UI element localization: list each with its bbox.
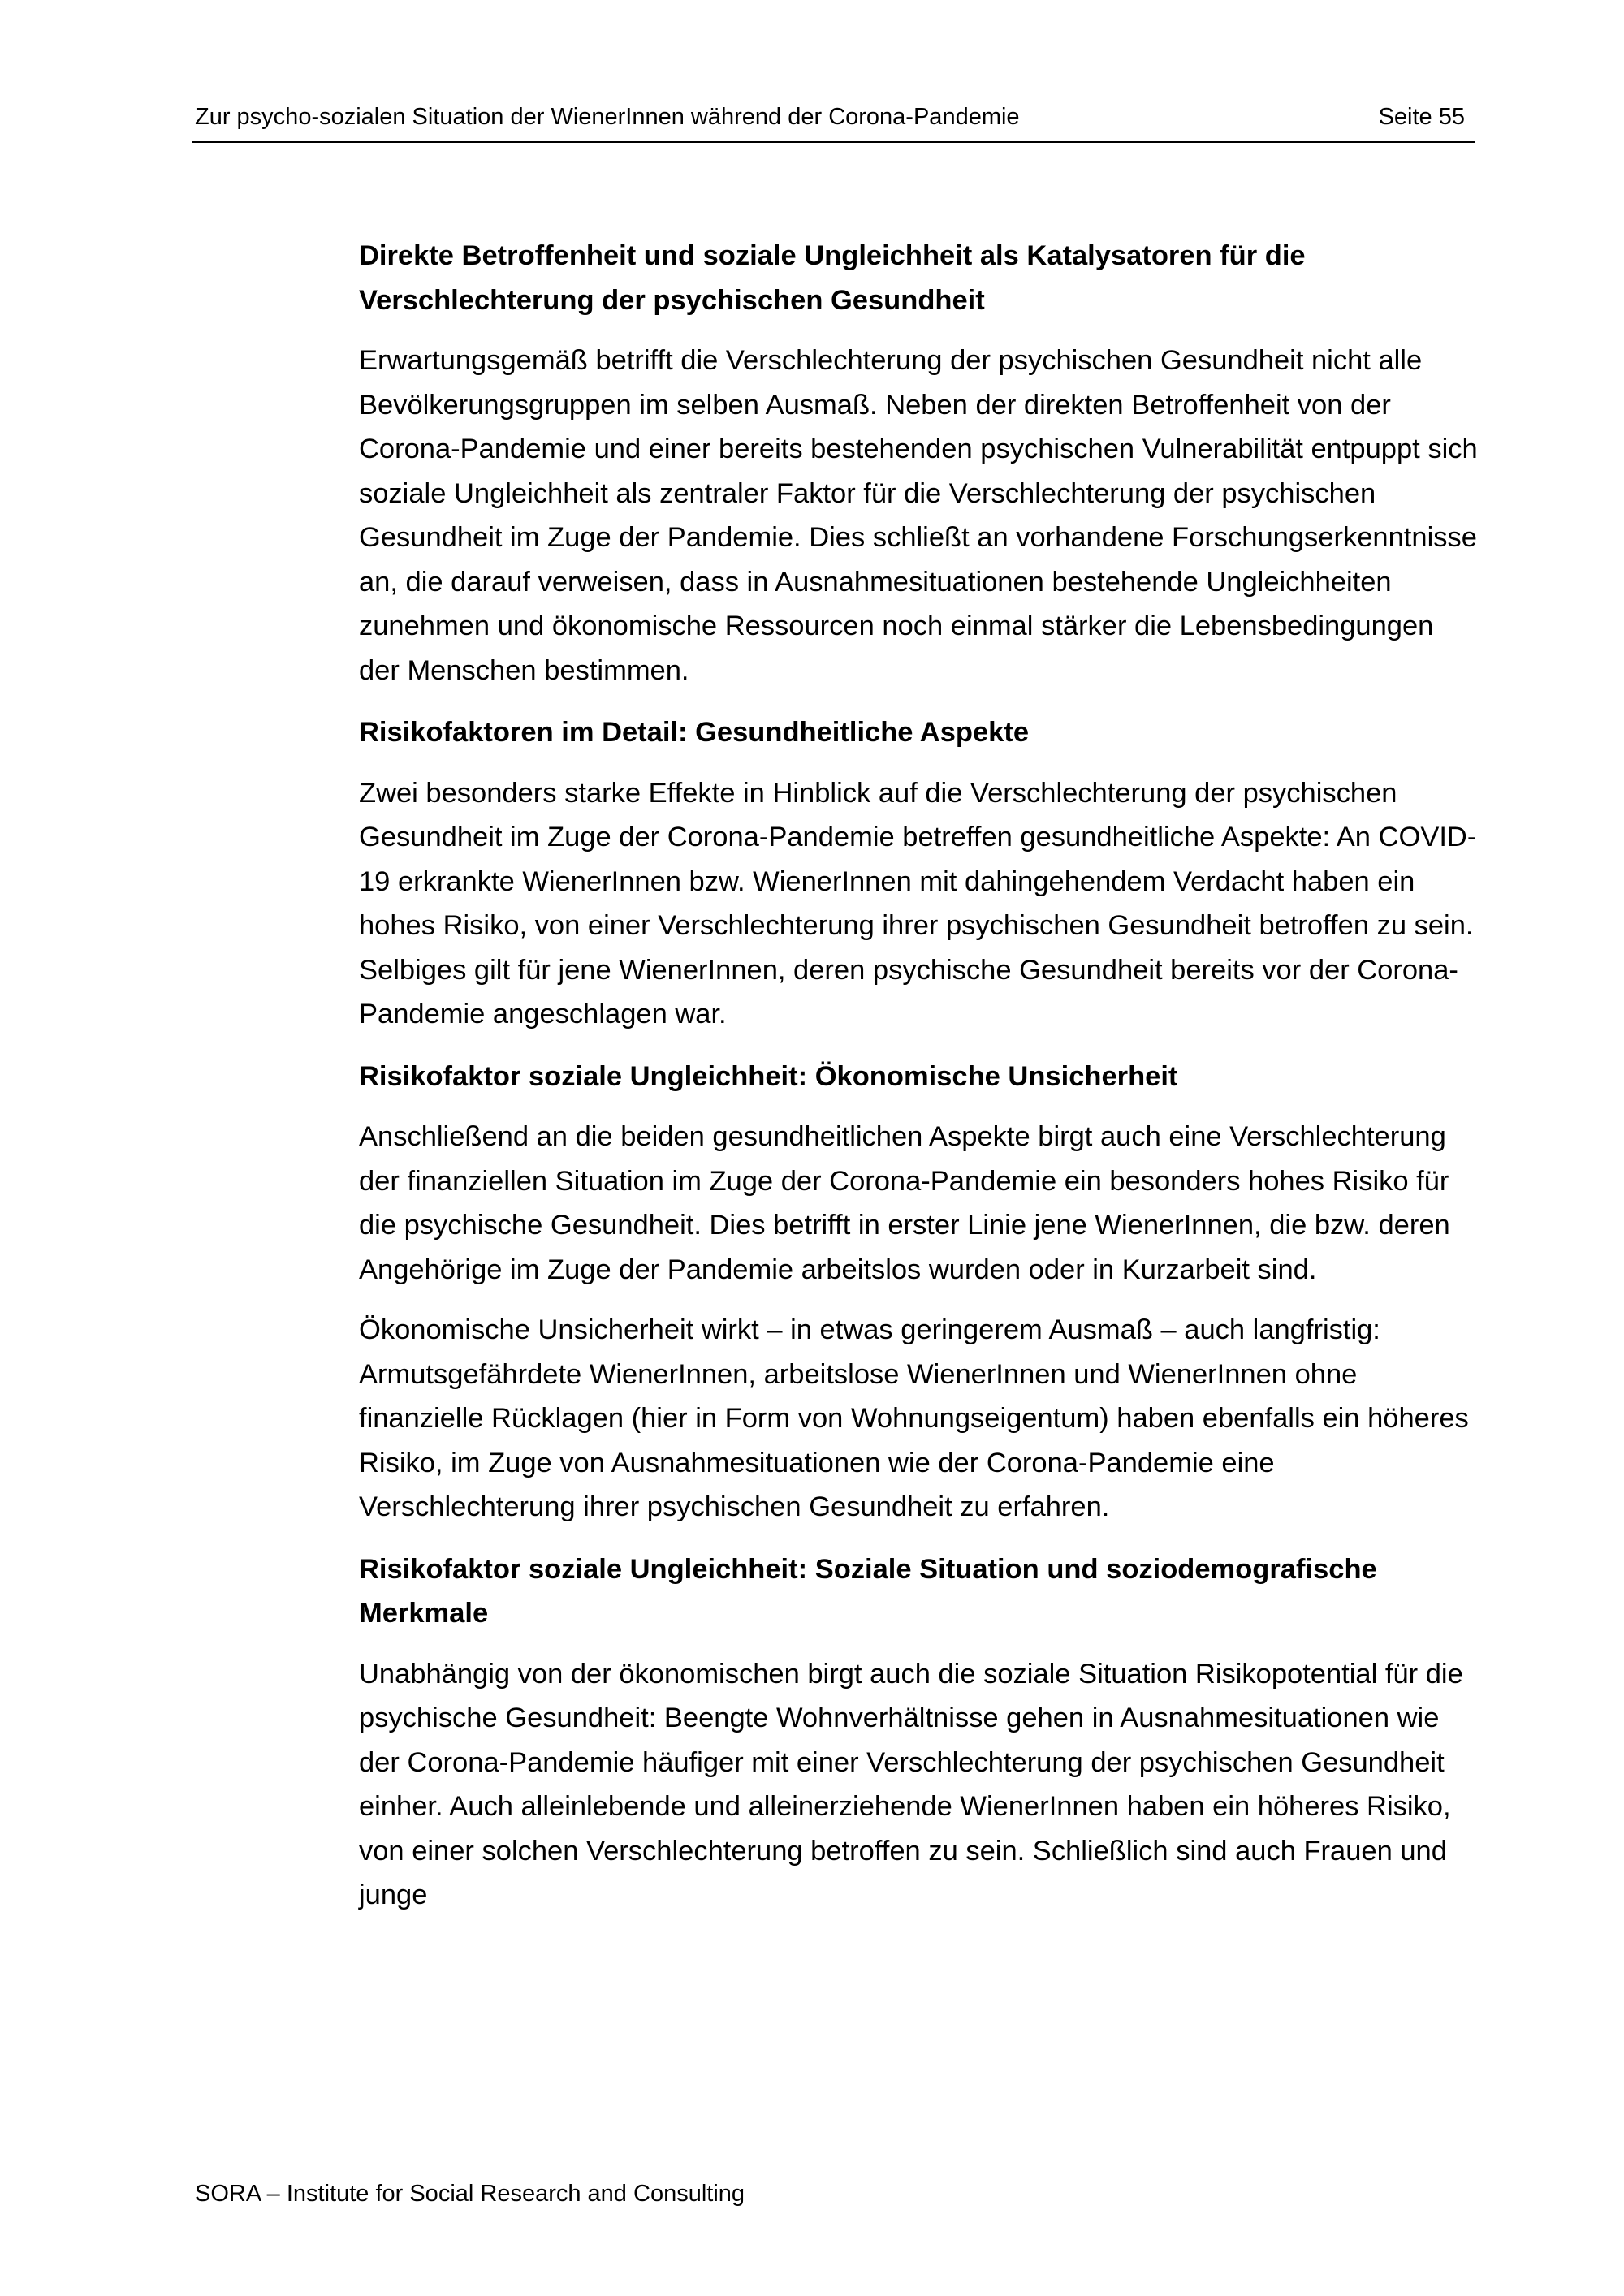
paragraph: Zwei besonders starke Effekte in Hinblick auf die Verschlechterung der psychischen Gesundheit im Zuge der Corona-Pandemie betreffen gesundheitliche Aspekte: An COVID-19 erkrankte WienerInnen bzw. WienerInnen mit dahingehendem Verdacht haben ein hohes Risiko, von einer Verschlechterung ihrer psychischen Gesundheit betroffen zu sein. Selbiges gilt für jene WienerInnen, deren psychische Gesundheit bereits vor der Corona-Pandemie angeschlagen war. xyxy=(359,777,1477,1029)
page-footer: SORA – Institute for Social Research and Consulting xyxy=(195,2181,745,2207)
section-heading-economic-uncertainty: Risikofaktor soziale Ungleichheit: Ökonomische Unsicherheit xyxy=(359,1060,1178,1092)
main-content xyxy=(359,234,1479,1918)
section-heading-direct-impact: Direkte Betroffenheit und soziale Ungleichheit als Katalysatoren für die Verschlechterung der psychischen Gesundheit xyxy=(359,240,1306,316)
paragraph: Ökonomische Unsicherheit wirkt – in etwas geringerem Ausmaß – auch langfristig: Armutsgefährdete WienerInnen, arbeitslose WienerInnen und WienerInnen ohne finanzielle Rücklagen (hier in Form von Wohnungseigentum) haben ebenfalls ein höheres Risiko, im Zuge von Ausnahmesituationen wie der Corona-Pandemie eine Verschlechterung ihrer psychischen Gesundheit zu erfahren. xyxy=(359,1314,1469,1522)
section-heading-social-situation: Risikofaktor soziale Ungleichheit: Soziale Situation und soziodemografische Merkmale xyxy=(359,1553,1377,1629)
page-number: Seite 55 xyxy=(1378,104,1465,130)
page-header xyxy=(192,104,1475,143)
paragraph: Anschließend an die beiden gesundheitlichen Aspekte birgt auch eine Verschlechterung der finanziellen Situation im Zuge der Corona-Pandemie ein besonders hohes Risiko für die psychische Gesundheit. Dies betrifft in erster Linie jene WienerInnen, die bzw. deren Angehörige im Zuge der Pandemie arbeitslos wurden oder in Kurzarbeit sind. xyxy=(359,1121,1450,1285)
section-heading-health-aspects: Risikofaktoren im Detail: Gesundheitliche Aspekte xyxy=(359,717,1030,748)
paragraph: Erwartungsgemäß betrifft die Verschlechterung der psychischen Gesundheit nicht alle Bevölkerungsgruppen im selben Ausmaß. Neben der direkten Betroffenheit von der Corona-Pandemie und einer bereits bestehenden psychischen Vulnerabilität entpuppt sich soziale Ungleichheit als zentraler Faktor für die Verschlechterung der psychischen Gesundheit im Zuge der Pandemie. Dies schließt an vorhandene Forschungserkenntnisse an, die darauf verweisen, dass in Ausnahmesituationen bestehende Ungleichheiten zunehmen und ökonomische Ressourcen noch einmal stärker die Lebensbedingungen der Menschen bestimmen. xyxy=(359,345,1478,686)
paragraph: Unabhängig von der ökonomischen birgt auch die soziale Situation Risikopotential für die psychische Gesundheit: Beengte Wohnverhältnisse gehen in Ausnahmesituationen wie der Corona-Pandemie häufiger mit einer Verschlechterung der psychischen Gesundheit einher. Auch alleinlebende und alleinerziehende WienerInnen haben ein höheres Risiko, von einer solchen Verschlechterung betroffen zu sein. Schließlich sind auch Frauen und junge xyxy=(359,1658,1463,1910)
running-title: Zur psycho-sozialen Situation der WienerInnen während der Corona-Pandemie xyxy=(195,104,1020,130)
